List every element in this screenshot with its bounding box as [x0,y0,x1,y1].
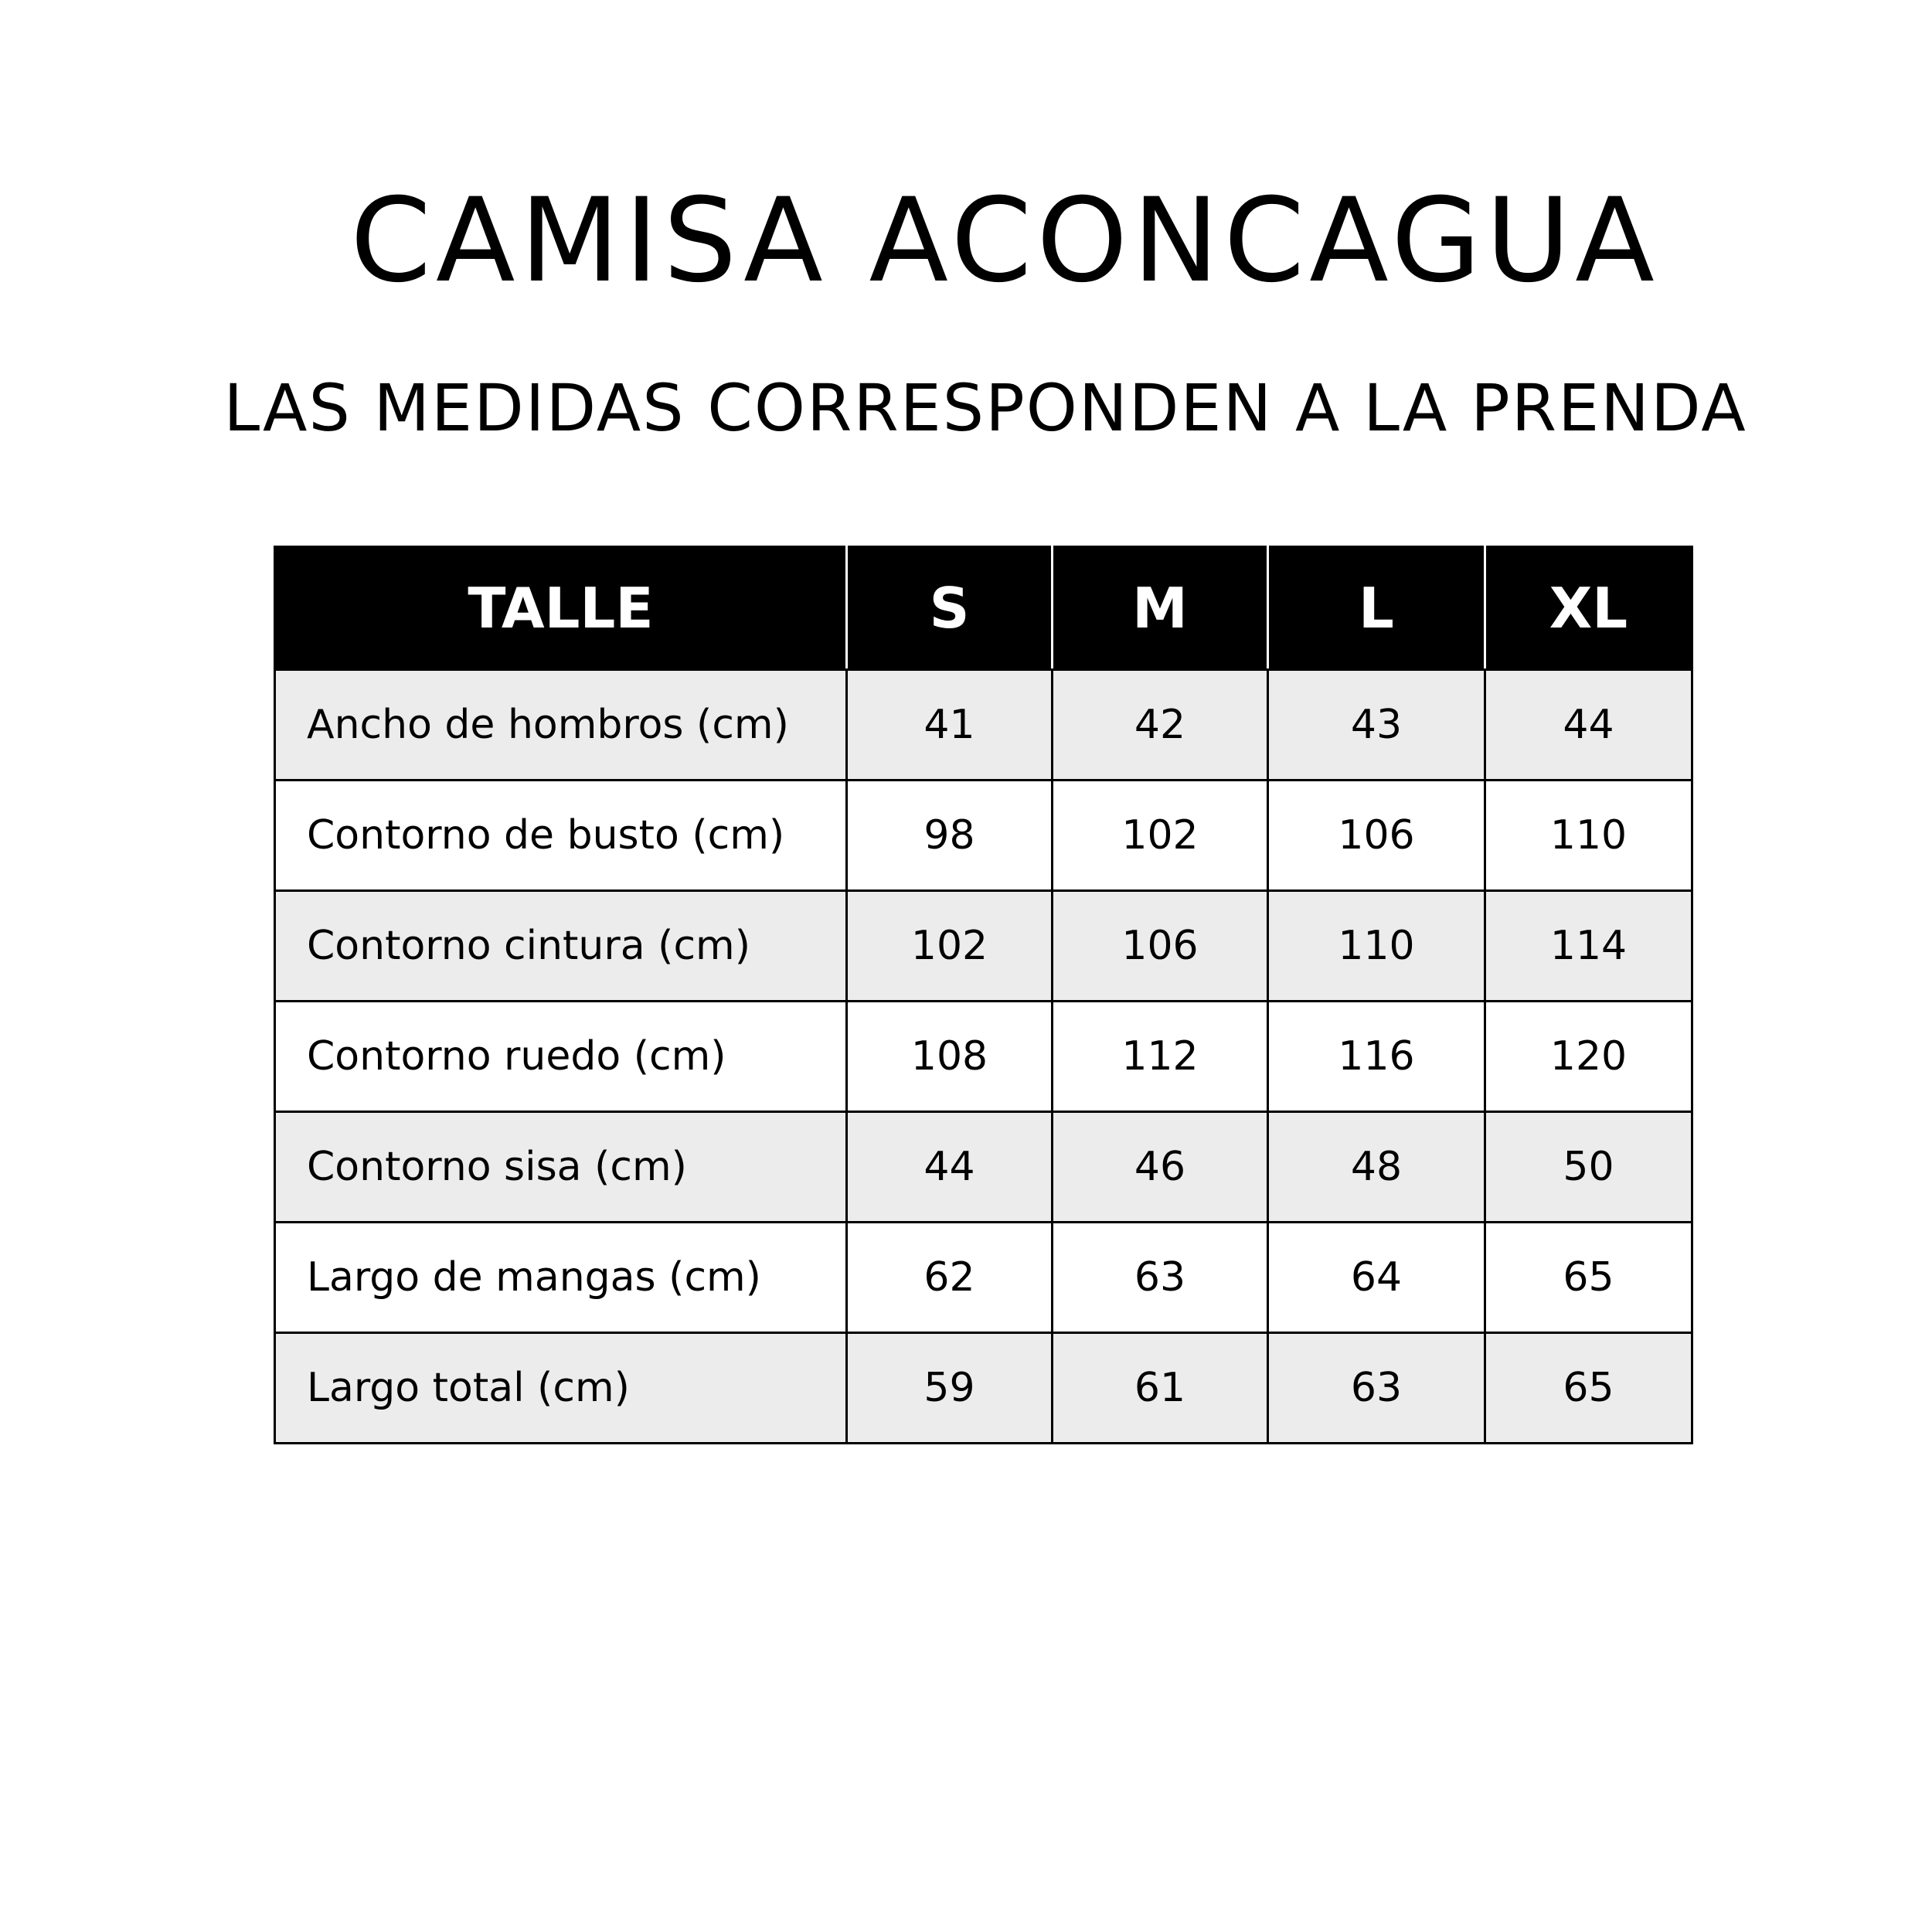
row-label: Ancho de hombros (cm) [275,670,847,781]
cell-value: 61 [1053,1333,1268,1444]
table-row [275,781,1692,891]
cell-value: 106 [1268,781,1485,891]
table-row [275,891,1692,1002]
header-talle: TALLE [275,547,847,670]
cell-value: 48 [1268,1112,1485,1223]
cell-value: 120 [1485,1002,1692,1112]
table-row [275,670,1692,781]
cell-value: 65 [1485,1223,1692,1333]
row-label: Largo de mangas (cm) [275,1223,847,1333]
cell-value: 42 [1053,670,1268,781]
header-size-m: M [1053,547,1268,670]
row-label: Contorno sisa (cm) [275,1112,847,1223]
page-title: CAMISA ACONCAGUA [350,174,1659,308]
row-label: Contorno ruedo (cm) [275,1002,847,1112]
cell-value: 62 [847,1223,1053,1333]
cell-value: 98 [847,781,1053,891]
table-row [275,1223,1692,1333]
cell-value: 114 [1485,891,1692,1002]
cell-value: 116 [1268,1002,1485,1112]
cell-value: 65 [1485,1333,1692,1444]
table-row [275,1112,1692,1223]
row-label: Largo total (cm) [275,1333,847,1444]
header-size-s: S [847,547,1053,670]
cell-value: 102 [1053,781,1268,891]
table-header-row [275,547,1692,670]
size-table [274,546,1693,1444]
cell-value: 59 [847,1333,1053,1444]
cell-value: 112 [1053,1002,1268,1112]
cell-value: 43 [1268,670,1485,781]
cell-value: 41 [847,670,1053,781]
cell-value: 64 [1268,1223,1485,1333]
cell-value: 106 [1053,891,1268,1002]
page-subtitle: LAS MEDIDAS CORRESPONDEN A LA PRENDA [223,370,1747,446]
row-label: Contorno cintura (cm) [275,891,847,1002]
cell-value: 63 [1268,1333,1485,1444]
cell-value: 50 [1485,1112,1692,1223]
table-row [275,1333,1692,1444]
row-label: Contorno de busto (cm) [275,781,847,891]
cell-value: 110 [1485,781,1692,891]
header-size-l: L [1268,547,1485,670]
cell-value: 44 [847,1112,1053,1223]
table-row [275,1002,1692,1112]
cell-value: 44 [1485,670,1692,781]
cell-value: 102 [847,891,1053,1002]
header-size-xl: XL [1485,547,1692,670]
cell-value: 110 [1268,891,1485,1002]
cell-value: 63 [1053,1223,1268,1333]
cell-value: 108 [847,1002,1053,1112]
cell-value: 46 [1053,1112,1268,1223]
